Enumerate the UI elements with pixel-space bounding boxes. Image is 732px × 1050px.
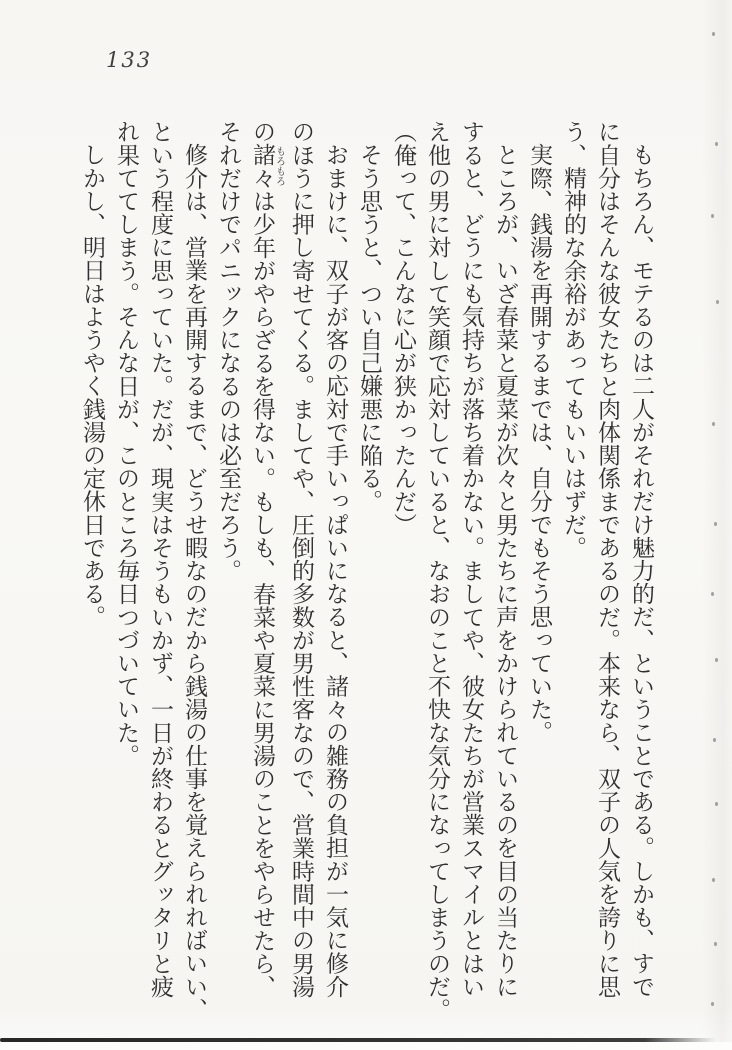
paragraph [556,120,658,997]
text-line: れ果ててしまう。そんな日が、このところ毎日つづいていた。 [113,120,139,767]
scan-edge-bottom-soft [0,1042,732,1050]
text-line: しかし、明日はようやく銭湯の定休日である。 [79,143,105,629]
scan-speck [711,592,714,596]
scan-speck [714,942,717,946]
text-line: 修介は、営業を再開するまで、どうせ暇なのだから銭湯の仕事を覚えられればいい、 [181,143,207,1021]
scan-speck [715,658,718,662]
text-line: 実際、銭湯を再開するまでは、自分でもそう思っていた。 [526,143,552,744]
scan-speck [714,522,717,526]
scan-speck [715,142,718,146]
paragraph [386,120,420,997]
text-line: おまけに、双子が客の応対で手いっぱいになると、諸々の雑務の負担が一気に修介 [322,143,348,998]
scan-speck [712,422,715,426]
text-line: もちろん、モテるのは二人がそれだけ魅力的だ、ということである。しかも、すで [628,143,654,998]
scan-speck [715,802,718,806]
scan-speck [712,878,715,882]
text-line: という程度に思っていた。だが、現実はそうもいかず、一日が終わるとグッタリと疲 [147,120,173,998]
scan-speck [713,738,716,742]
text-line: え他の男に対して笑顔で応対していると、なおのこと不快な気分になってしまうのだ。 [424,120,450,1021]
text-line: ところが、いざ春菜と夏菜が次々と男たちに声をかけられているのを目の当たりに [492,143,518,998]
text-line: のほうに押し寄せてくる。ましてや、圧倒的多数が男性客なので、営業時間中の男湯 [288,120,314,998]
scan-speck [712,32,715,36]
paragraph [211,120,352,997]
ruby-annotated-word: 諸々もろもろ [249,143,285,190]
paragraph [420,120,522,1021]
paragraph [352,120,386,997]
paragraph [522,120,556,997]
paragraph [109,120,211,1021]
text-line: それだけでパニックになるのは必至だろう。 [215,120,241,582]
paragraph [75,120,109,997]
scan-speck [711,1002,714,1006]
text-line: すると、どうにも気持ちが落ち着かない。ましてや、彼女たちが営業スマイルとはい [458,120,484,998]
scan-edge-shading [702,0,732,1050]
page-text [75,120,658,1021]
scan-speck [711,214,714,218]
text-line: （俺って、こんなに心が狭かったんだ） [390,120,416,536]
text-line: に自分はそんな彼女たちと肉体関係まであるのだ。本来なら、双子の人気を誇りに思 [594,120,620,998]
scan-speck [716,300,719,304]
page-number: 133 [106,48,153,72]
text-line: の諸々もろもろは少年がやらざるを得ない。もしも、春菜や夏菜に男湯のことをやらせたら、 [249,120,285,998]
text-line: う、精神的な余裕があってもいいはずだ。 [560,120,586,559]
text-line: そう思うと、つい自己嫌悪に陥る。 [356,143,382,513]
